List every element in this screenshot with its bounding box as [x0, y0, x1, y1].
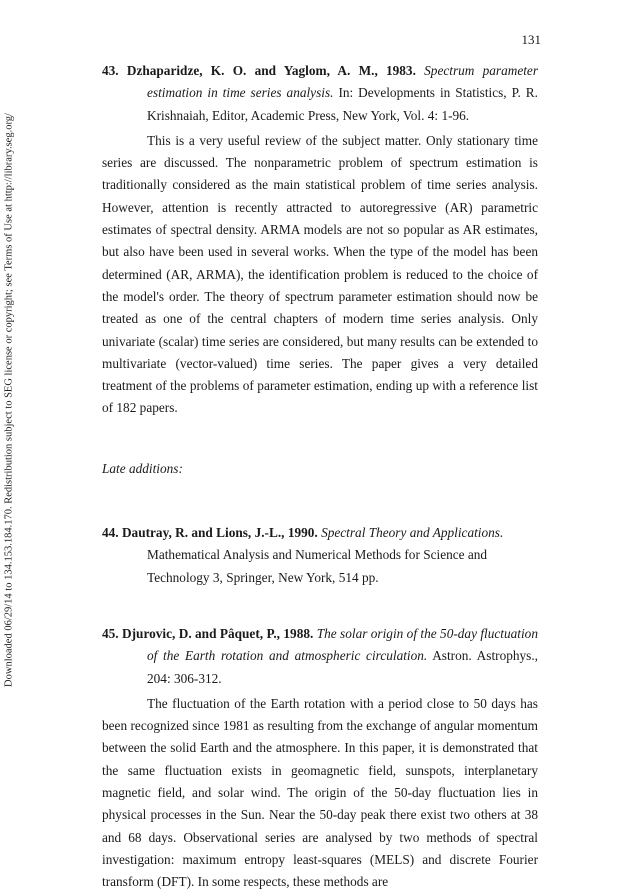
page-body: [102, 60, 538, 894]
entry-authors: Djurovic, D. and Pâquet, P., 1988.: [122, 625, 314, 641]
section-heading-late-additions: Late additions:: [102, 460, 183, 476]
entry-authors: Dautray, R. and Lions, J.-L., 1990.: [121, 525, 318, 541]
reference-entry-45: [102, 623, 538, 894]
entry-number: 43.: [102, 63, 119, 78]
reference-citation: [102, 60, 538, 127]
reference-entry-44: [102, 522, 538, 589]
entry-source: In: Developments in Statistics, P. R. Krishnaiah, Editor, Academic Press, New York, Vol. 4: 1-96.: [147, 85, 538, 123]
download-notice-text: Downloaded 06/29/14 to 134.153.184.170. Redistribution subject to SEG license or copyright; see Terms of Use at http://library.seg.org/: [3, 113, 15, 687]
page-number: 131: [521, 32, 541, 47]
entry-abstract: The fluctuation of the Earth rotation with a period close to 50 days has been recognized since 1981 as resulting from the exchange of angular momentum between the solid Earth and the atmosphere. In this paper, it is demonstrated that the same fluctuation exists in geomagnetic field, sunspots, interplanetary magnetic field, and solar wind. The origin of the 50-day fluctuation lies in physical processes in the Sun. Near the 50-day peak there exist two others at 38 and 68 days. Observational series are analysed by two methods of spectral investigation: maximum entropy least-squares (MELS) and discrete Fourier transform (DFT). In some respects, these methods are: [102, 695, 538, 890]
entry-title: Spectrum parameter estimation in time series analysis.: [147, 63, 538, 101]
download-notice-margin: [2, 20, 16, 780]
reference-entry-43: [102, 60, 538, 420]
entry-number: 45.: [102, 625, 119, 641]
reference-citation: [102, 623, 538, 690]
entry-number: 44.: [102, 525, 119, 541]
entry-source: Mathematical Analysis and Numerical Methods for Science and Technology 3, Springer, New York, 514 pp.: [147, 547, 488, 585]
entry-abstract: This is a very useful review of the subject matter. Only stationary time series are discussed. The nonparametric problem of spectrum estimation is traditionally considered as the main statistical problem of time series analysis. However, attention is recently attracted to autoregressive (AR) parametric estimates of spectral density. ARMA models are not so popular as AR estimates, but also have been used in several works. When the type of the model has been determined (AR, ARMA), the identification problem is reduced to the choice of the model's order. The theory of spectrum parameter estimation should now be treated as one of the central chapters of modern time series analysis. Only univariate (scalar) time series are considered, but many results can be extended to multivariate (vector-valued) time series. The paper gives a very detailed treatment of the problems of parameter estimation, ending up with a reference list of 182 papers.: [102, 132, 538, 416]
entry-authors: Dzhaparidze, K. O. and Yaglom, A. M., 1983.: [126, 63, 416, 78]
entry-title: Spectral Theory and Applications.: [321, 525, 504, 541]
reference-citation: [102, 522, 538, 544]
entry-title: The solar origin of the 50-day fluctuation of the Earth rotation and atmospheric circulation.: [147, 625, 538, 664]
entry-source: Astron. Astrophys., 204: 306-312.: [147, 648, 538, 686]
